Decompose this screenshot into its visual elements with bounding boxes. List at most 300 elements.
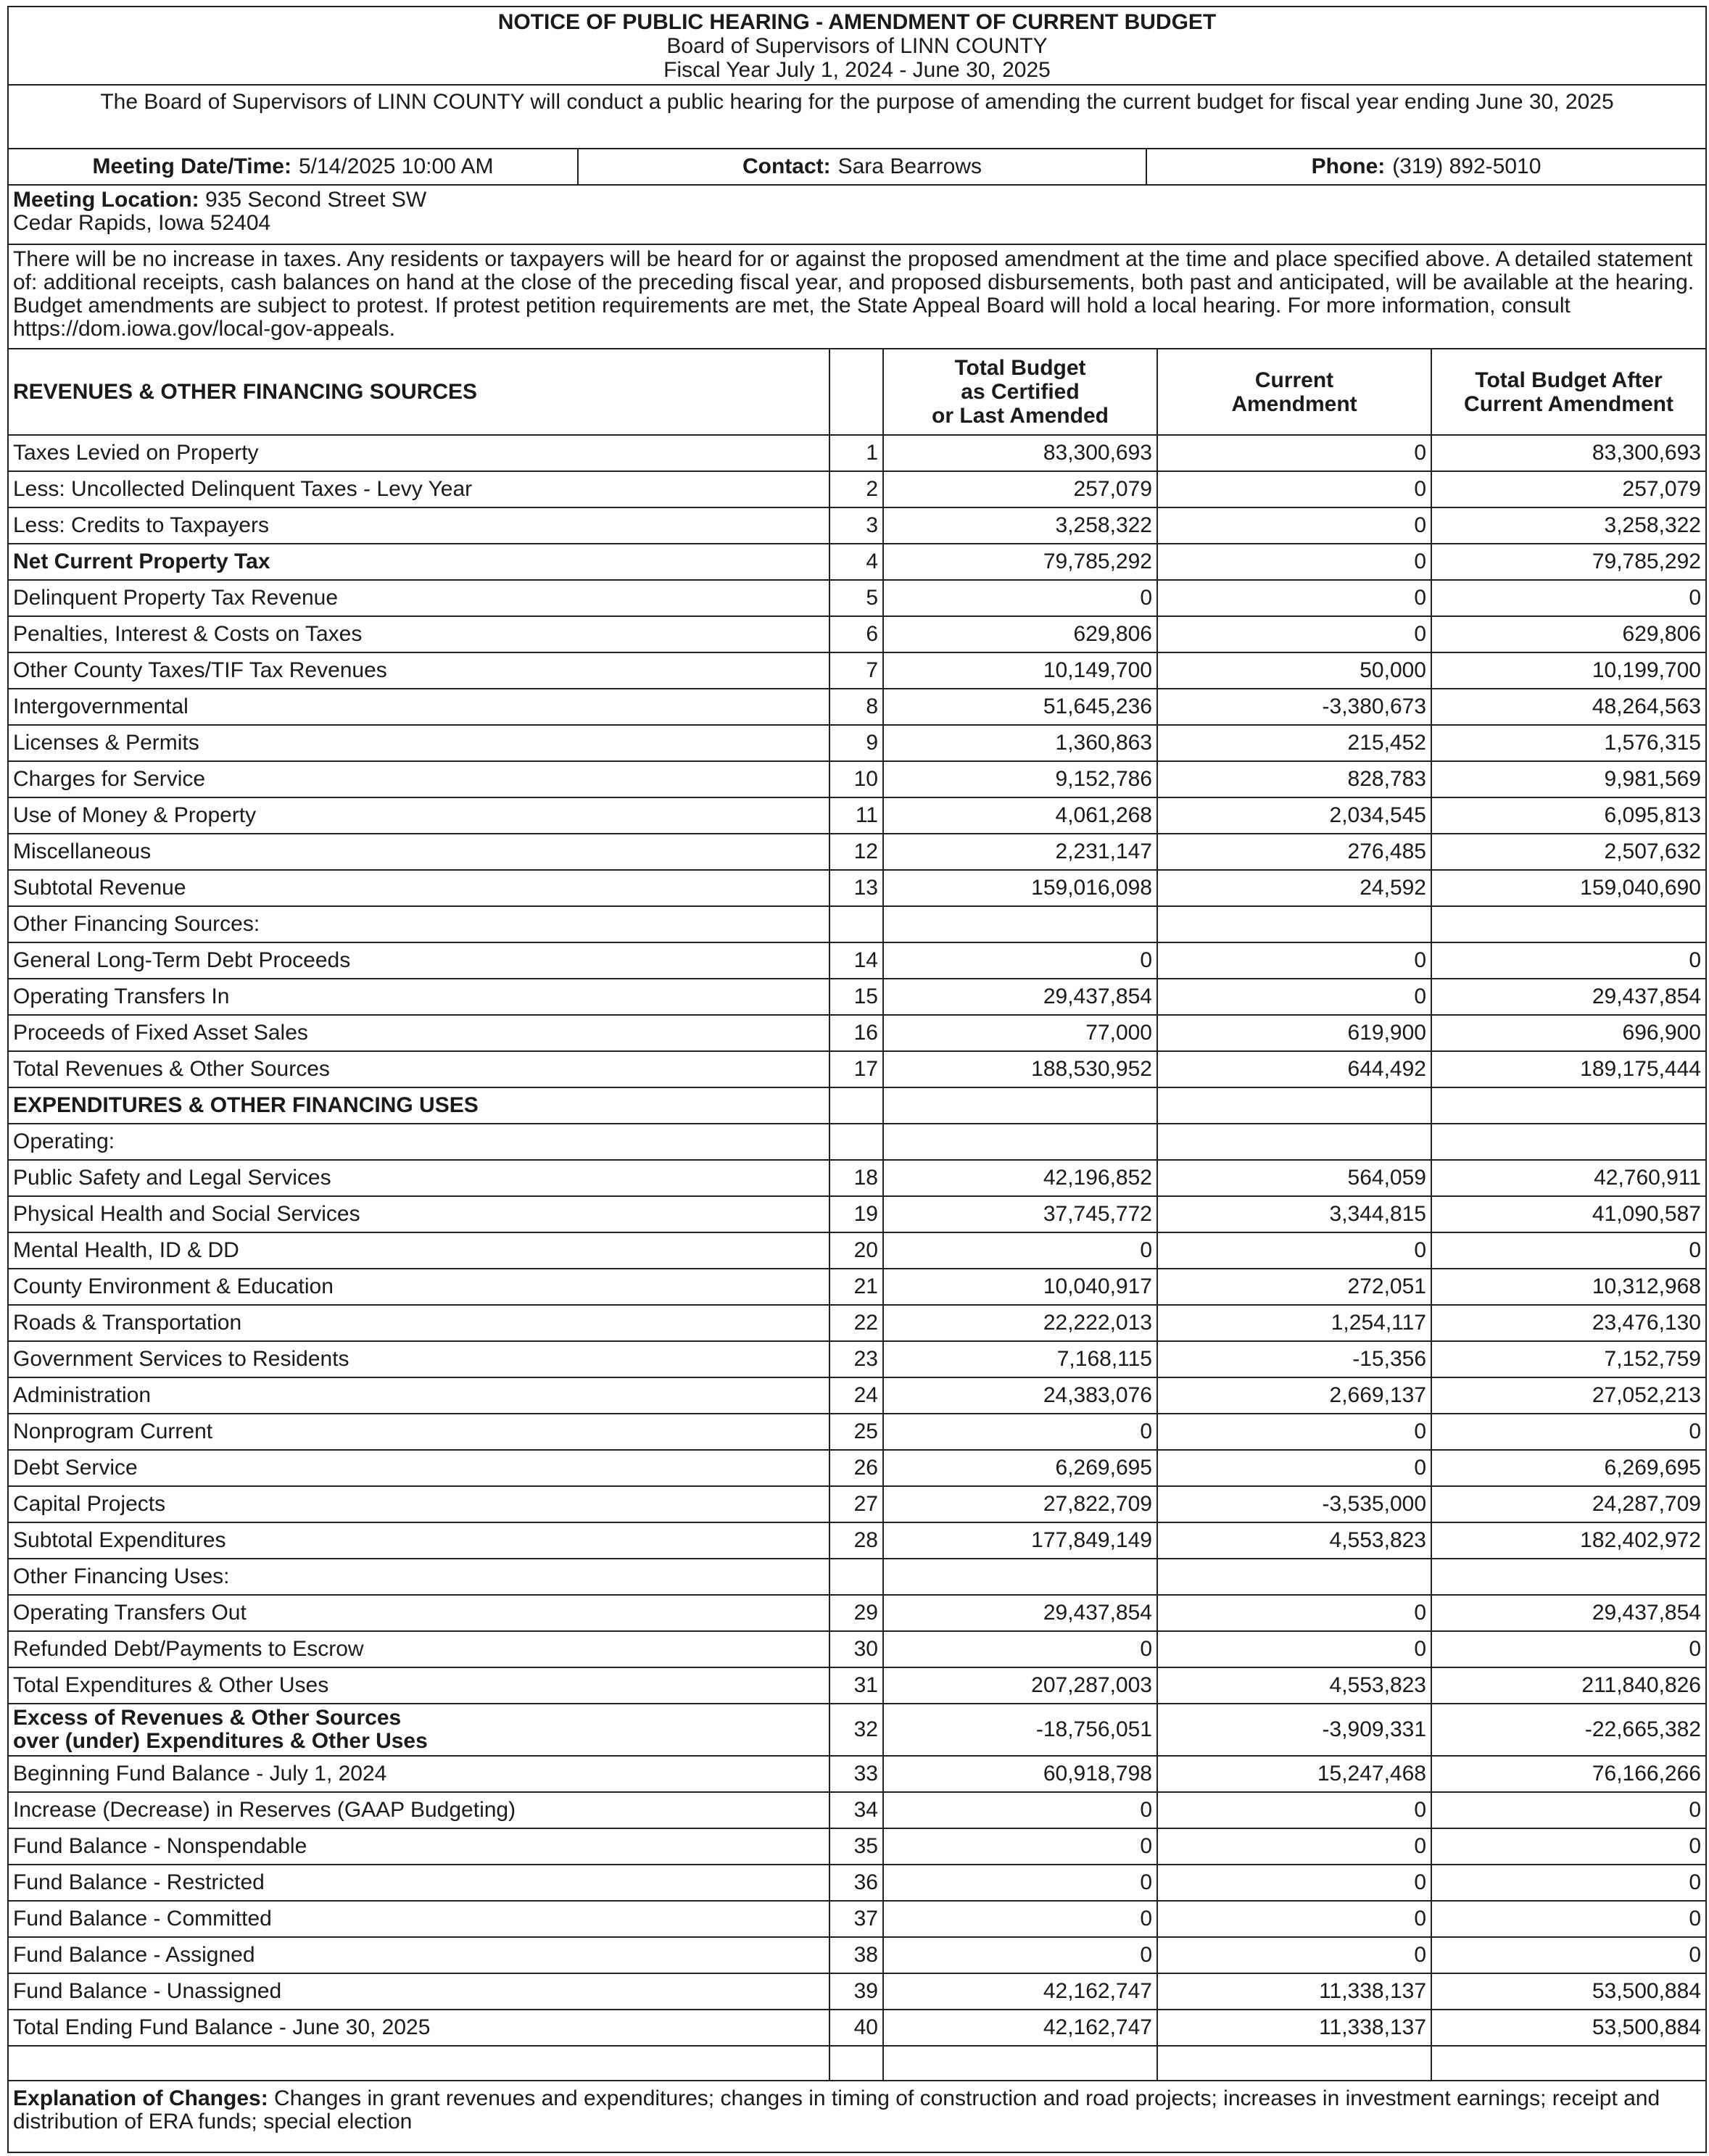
row-after: 159,040,690	[1431, 870, 1705, 906]
row-line-number: 14	[829, 942, 883, 979]
row-after: 6,095,813	[1431, 797, 1705, 834]
row-line-number: 33	[829, 1756, 883, 1792]
row-after: 1,576,315	[1431, 725, 1705, 761]
meeting-datetime	[9, 149, 579, 184]
row-label: Other Financing Sources:	[9, 906, 829, 942]
row-after: 42,760,911	[1431, 1160, 1705, 1196]
row-after: 10,312,968	[1431, 1269, 1705, 1305]
row-certified: 3,258,322	[883, 507, 1157, 544]
meeting-location	[9, 186, 1705, 245]
row-label: Operating:	[9, 1124, 829, 1160]
row-label: Public Safety and Legal Services	[9, 1160, 829, 1196]
row-line-number: 29	[829, 1595, 883, 1631]
row-label: Charges for Service	[9, 761, 829, 797]
row-after: 0	[1431, 1937, 1705, 1973]
row-label: Administration	[9, 1377, 829, 1414]
table-row	[9, 1341, 1705, 1377]
row-line-number: 9	[829, 725, 883, 761]
row-amendment: 11,338,137	[1157, 1973, 1431, 2010]
row-amendment: 0	[1157, 1631, 1431, 1667]
table-row	[9, 725, 1705, 761]
row-certified: 9,152,786	[883, 761, 1157, 797]
row-certified: 0	[883, 942, 1157, 979]
meeting-contact	[579, 149, 1147, 184]
row-amendment: 0	[1157, 1414, 1431, 1450]
table-row	[9, 834, 1705, 870]
table-row	[9, 1828, 1705, 1865]
row-line-number: 7	[829, 652, 883, 689]
table-row	[9, 1087, 1705, 1124]
row-line-number: 10	[829, 761, 883, 797]
row-certified: 7,168,115	[883, 1341, 1157, 1377]
row-amendment: 4,553,823	[1157, 1667, 1431, 1704]
row-line-number: 15	[829, 979, 883, 1015]
table-header-row	[9, 349, 1705, 435]
row-certified: -18,756,051	[883, 1704, 1157, 1756]
row-amendment: 0	[1157, 942, 1431, 979]
row-after: 83,300,693	[1431, 435, 1705, 471]
row-after: 23,476,130	[1431, 1305, 1705, 1341]
table-row	[9, 979, 1705, 1015]
row-after: 0	[1431, 1792, 1705, 1828]
row-amendment: 644,492	[1157, 1051, 1431, 1087]
row-line-number: 12	[829, 834, 883, 870]
budget-notice	[7, 6, 1707, 2153]
explanation-text: Changes in grant revenues and expenditures; changes in timing of construction and road projects; increases in investment earnings; receipt and distribution of ERA funds; special election	[13, 2086, 1660, 2134]
row-label: County Environment & Education	[9, 1269, 829, 1305]
row-amendment	[1157, 1559, 1431, 1595]
row-line-number: 40	[829, 2010, 883, 2046]
row-after: 10,199,700	[1431, 652, 1705, 689]
row-label: Total Expenditures & Other Uses	[9, 1667, 829, 1704]
row-label: Delinquent Property Tax Revenue	[9, 580, 829, 616]
row-line-number: 20	[829, 1232, 883, 1269]
row-line-number: 38	[829, 1937, 883, 1973]
row-after: 79,785,292	[1431, 544, 1705, 580]
row-after: 3,258,322	[1431, 507, 1705, 544]
row-amendment: 0	[1157, 1901, 1431, 1937]
table-row	[9, 1305, 1705, 1341]
row-amendment: -15,356	[1157, 1341, 1431, 1377]
row-certified: 0	[883, 1901, 1157, 1937]
row-amendment: 50,000	[1157, 652, 1431, 689]
location-line1: 935 Second Street SW	[205, 188, 427, 212]
row-certified: 22,222,013	[883, 1305, 1157, 1341]
row-certified: 0	[883, 1828, 1157, 1865]
row-line-number	[829, 1087, 883, 1124]
row-amendment: 0	[1157, 1595, 1431, 1631]
table-row	[9, 1377, 1705, 1414]
meeting-contact-label: Contact:	[742, 154, 831, 178]
row-label: Refunded Debt/Payments to Escrow	[9, 1631, 829, 1667]
row-after: 211,840,826	[1431, 1667, 1705, 1704]
table-row	[9, 435, 1705, 471]
table-row	[9, 906, 1705, 942]
row-label: Operating Transfers Out	[9, 1595, 829, 1631]
meeting-info-row	[9, 149, 1705, 186]
row-label: Fund Balance - Unassigned	[9, 1973, 829, 2010]
table-row	[9, 761, 1705, 797]
row-after: 41,090,587	[1431, 1196, 1705, 1232]
row-certified: 10,040,917	[883, 1269, 1157, 1305]
row-line-number: 22	[829, 1305, 883, 1341]
row-after: 29,437,854	[1431, 979, 1705, 1015]
row-after: 0	[1431, 1414, 1705, 1450]
row-line-number	[829, 906, 883, 942]
row-after: 0	[1431, 1232, 1705, 1269]
row-after: 182,402,972	[1431, 1522, 1705, 1559]
row-amendment	[1157, 1124, 1431, 1160]
table-row	[9, 1756, 1705, 1792]
row-certified: 207,287,003	[883, 1667, 1157, 1704]
meeting-phone	[1147, 149, 1705, 184]
row-label: Other Financing Uses:	[9, 1559, 829, 1595]
budget-table	[9, 349, 1705, 2081]
row-after: 6,269,695	[1431, 1450, 1705, 1486]
row-amendment: 0	[1157, 580, 1431, 616]
board-name: Board of Supervisors of LINN COUNTY	[666, 34, 1048, 58]
table-row	[9, 1559, 1705, 1595]
row-certified: 51,645,236	[883, 689, 1157, 725]
row-amendment: 2,669,137	[1157, 1377, 1431, 1414]
blank-cell	[829, 2046, 883, 2081]
row-label: Fund Balance - Restricted	[9, 1865, 829, 1901]
row-label: Subtotal Expenditures	[9, 1522, 829, 1559]
row-after: 0	[1431, 1901, 1705, 1937]
row-line-number: 35	[829, 1828, 883, 1865]
row-certified	[883, 1559, 1157, 1595]
row-amendment: 0	[1157, 616, 1431, 652]
table-row	[9, 1937, 1705, 1973]
row-label: Use of Money & Property	[9, 797, 829, 834]
row-amendment	[1157, 906, 1431, 942]
row-line-number: 37	[829, 1901, 883, 1937]
table-row	[9, 580, 1705, 616]
row-certified: 0	[883, 1792, 1157, 1828]
row-amendment: 0	[1157, 1828, 1431, 1865]
explanation-label: Explanation of Changes:	[13, 2086, 268, 2110]
row-line-number: 17	[829, 1051, 883, 1087]
row-after: 696,900	[1431, 1015, 1705, 1051]
table-row	[9, 1232, 1705, 1269]
meeting-datetime-value: 5/14/2025 10:00 AM	[298, 154, 494, 178]
row-certified: 60,918,798	[883, 1756, 1157, 1792]
location-line2: Cedar Rapids, Iowa 52404	[13, 211, 271, 235]
row-line-number	[829, 1124, 883, 1160]
table-row	[9, 616, 1705, 652]
row-after: 0	[1431, 580, 1705, 616]
table-row	[9, 1792, 1705, 1828]
row-line-number: 2	[829, 471, 883, 507]
row-amendment: 11,338,137	[1157, 2010, 1431, 2046]
row-amendment: -3,909,331	[1157, 1704, 1431, 1756]
row-certified: 0	[883, 1232, 1157, 1269]
row-after: 53,500,884	[1431, 2010, 1705, 2046]
fiscal-year: Fiscal Year July 1, 2024 - June 30, 2025	[663, 58, 1051, 82]
row-label: Net Current Property Tax	[9, 544, 829, 580]
row-amendment: 0	[1157, 435, 1431, 471]
row-amendment: 828,783	[1157, 761, 1431, 797]
row-certified: 257,079	[883, 471, 1157, 507]
meeting-phone-value: (319) 892-5010	[1392, 154, 1542, 178]
explanation-of-changes	[9, 2081, 1705, 2134]
row-label: Penalties, Interest & Costs on Taxes	[9, 616, 829, 652]
row-certified: 0	[883, 1631, 1157, 1667]
row-label: Fund Balance - Nonspendable	[9, 1828, 829, 1865]
table-row	[9, 1160, 1705, 1196]
row-label: Operating Transfers In	[9, 979, 829, 1015]
table-row	[9, 1196, 1705, 1232]
table-row	[9, 1667, 1705, 1704]
row-amendment: 619,900	[1157, 1015, 1431, 1051]
row-certified: 0	[883, 1937, 1157, 1973]
row-line-number: 26	[829, 1450, 883, 1486]
row-after: 0	[1431, 1865, 1705, 1901]
row-amendment: 0	[1157, 1450, 1431, 1486]
row-amendment: 0	[1157, 1865, 1431, 1901]
row-certified: 27,822,709	[883, 1486, 1157, 1522]
table-row	[9, 1486, 1705, 1522]
row-label: Total Ending Fund Balance - June 30, 2025	[9, 2010, 829, 2046]
table-row	[9, 1450, 1705, 1486]
table-row	[9, 507, 1705, 544]
row-certified: 37,745,772	[883, 1196, 1157, 1232]
row-certified: 42,162,747	[883, 1973, 1157, 2010]
row-certified: 83,300,693	[883, 435, 1157, 471]
row-after: 27,052,213	[1431, 1377, 1705, 1414]
row-certified: 6,269,695	[883, 1450, 1157, 1486]
row-after: -22,665,382	[1431, 1704, 1705, 1756]
row-amendment: 15,247,468	[1157, 1756, 1431, 1792]
row-certified: 24,383,076	[883, 1377, 1157, 1414]
row-amendment: 564,059	[1157, 1160, 1431, 1196]
row-line-number: 28	[829, 1522, 883, 1559]
table-row	[9, 1051, 1705, 1087]
row-label: Total Revenues & Other Sources	[9, 1051, 829, 1087]
row-label: Government Services to Residents	[9, 1341, 829, 1377]
row-after: 9,981,569	[1431, 761, 1705, 797]
table-row-blank	[9, 2046, 1705, 2081]
row-amendment: 0	[1157, 544, 1431, 580]
blank-cell	[1157, 2046, 1431, 2081]
row-label: Fund Balance - Assigned	[9, 1937, 829, 1973]
row-after: 189,175,444	[1431, 1051, 1705, 1087]
row-certified: 42,162,747	[883, 2010, 1157, 2046]
row-label: Proceeds of Fixed Asset Sales	[9, 1015, 829, 1051]
row-amendment: 0	[1157, 507, 1431, 544]
row-after	[1431, 1087, 1705, 1124]
row-certified: 0	[883, 580, 1157, 616]
row-after: 0	[1431, 1828, 1705, 1865]
row-line-number: 19	[829, 1196, 883, 1232]
row-label: Debt Service	[9, 1450, 829, 1486]
notice-text: There will be no increase in taxes. Any residents or taxpayers will be heard for or against the proposed amendment at the time and place specified above. A detailed statement of: additional receipts, cash balances on hand at the close of the preceding fiscal year, and proposed disbursements, both past and anticipated, will be available at the hearing. Budget amendments are subject to protest. If protest petition requirements are met, the State Appeal Board will hold a local hearing. For more information, consult https://dom.iowa.gov/local-gov-appeals.	[9, 245, 1705, 349]
table-row	[9, 1015, 1705, 1051]
row-certified: 10,149,700	[883, 652, 1157, 689]
row-amendment: 1,254,117	[1157, 1305, 1431, 1341]
row-label: Other County Taxes/TIF Tax Revenues	[9, 652, 829, 689]
row-certified: 79,785,292	[883, 544, 1157, 580]
meeting-contact-value: Sara Bearrows	[837, 154, 982, 178]
row-line-number: 11	[829, 797, 883, 834]
row-label: Less: Uncollected Delinquent Taxes - Levy Year	[9, 471, 829, 507]
row-label: Roads & Transportation	[9, 1305, 829, 1341]
table-row	[9, 1414, 1705, 1450]
row-amendment: 0	[1157, 1792, 1431, 1828]
table-row	[9, 1522, 1705, 1559]
row-amendment	[1157, 1087, 1431, 1124]
row-after: 629,806	[1431, 616, 1705, 652]
row-label: Physical Health and Social Services	[9, 1196, 829, 1232]
row-after: 2,507,632	[1431, 834, 1705, 870]
table-row	[9, 689, 1705, 725]
row-line-number: 31	[829, 1667, 883, 1704]
row-amendment: 3,344,815	[1157, 1196, 1431, 1232]
row-label: Less: Credits to Taxpayers	[9, 507, 829, 544]
row-line-number: 8	[829, 689, 883, 725]
row-amendment: 0	[1157, 1232, 1431, 1269]
location-label: Meeting Location:	[13, 188, 199, 212]
table-row	[9, 1973, 1705, 2010]
row-certified: 4,061,268	[883, 797, 1157, 834]
table-row	[9, 1124, 1705, 1160]
table-row	[9, 1595, 1705, 1631]
row-label: Subtotal Revenue	[9, 870, 829, 906]
column-header-certified: Total Budget as Certified or Last Amended	[883, 349, 1157, 435]
meeting-phone-label: Phone:	[1311, 154, 1386, 178]
row-label: Nonprogram Current	[9, 1414, 829, 1450]
row-label: Increase (Decrease) in Reserves (GAAP Budgeting)	[9, 1792, 829, 1828]
notice-title: NOTICE OF PUBLIC HEARING - AMENDMENT OF CURRENT BUDGET	[497, 10, 1217, 34]
row-after: 48,264,563	[1431, 689, 1705, 725]
row-certified: 29,437,854	[883, 1595, 1157, 1631]
row-amendment: 24,592	[1157, 870, 1431, 906]
row-certified: 0	[883, 1414, 1157, 1450]
row-line-number: 25	[829, 1414, 883, 1450]
row-amendment: 276,485	[1157, 834, 1431, 870]
hearing-purpose: The Board of Supervisors of LINN COUNTY will conduct a public hearing for the purpose of amending the current budget for fiscal year ending June 30, 2025	[9, 86, 1705, 149]
row-line-number: 23	[829, 1341, 883, 1377]
row-certified	[883, 1087, 1157, 1124]
row-certified: 2,231,147	[883, 834, 1157, 870]
table-row	[9, 797, 1705, 834]
row-certified: 188,530,952	[883, 1051, 1157, 1087]
row-line-number: 3	[829, 507, 883, 544]
row-certified: 77,000	[883, 1015, 1157, 1051]
section-header-revenues: REVENUES & OTHER FINANCING SOURCES	[9, 349, 829, 435]
row-label: Excess of Revenues & Other Sources over (under) Expenditures & Other Uses	[9, 1704, 829, 1756]
row-label: General Long-Term Debt Proceeds	[9, 942, 829, 979]
row-after: 29,437,854	[1431, 1595, 1705, 1631]
row-after: 0	[1431, 1631, 1705, 1667]
row-line-number: 36	[829, 1865, 883, 1901]
row-amendment: 2,034,545	[1157, 797, 1431, 834]
row-certified: 0	[883, 1865, 1157, 1901]
row-certified: 159,016,098	[883, 870, 1157, 906]
row-after: 257,079	[1431, 471, 1705, 507]
table-row	[9, 2010, 1705, 2046]
notice-header	[9, 7, 1705, 86]
table-row	[9, 942, 1705, 979]
row-label: Beginning Fund Balance - July 1, 2024	[9, 1756, 829, 1792]
row-line-number: 5	[829, 580, 883, 616]
row-after: 0	[1431, 942, 1705, 979]
row-after: 7,152,759	[1431, 1341, 1705, 1377]
row-line-number: 32	[829, 1704, 883, 1756]
row-after	[1431, 1124, 1705, 1160]
row-line-number: 1	[829, 435, 883, 471]
table-row	[9, 471, 1705, 507]
row-amendment: 0	[1157, 1937, 1431, 1973]
table-row	[9, 1704, 1705, 1756]
row-line-number: 34	[829, 1792, 883, 1828]
table-row	[9, 870, 1705, 906]
row-line-number: 27	[829, 1486, 883, 1522]
row-label: Taxes Levied on Property	[9, 435, 829, 471]
row-amendment: 0	[1157, 979, 1431, 1015]
table-row	[9, 1901, 1705, 1937]
row-after	[1431, 1559, 1705, 1595]
table-row	[9, 544, 1705, 580]
row-after: 24,287,709	[1431, 1486, 1705, 1522]
row-amendment: -3,380,673	[1157, 689, 1431, 725]
row-after: 53,500,884	[1431, 1973, 1705, 2010]
row-certified: 177,849,149	[883, 1522, 1157, 1559]
blank-cell	[9, 2046, 829, 2081]
table-row	[9, 652, 1705, 689]
table-row	[9, 1865, 1705, 1901]
table-row	[9, 1269, 1705, 1305]
row-line-number: 30	[829, 1631, 883, 1667]
row-amendment: 4,553,823	[1157, 1522, 1431, 1559]
line-number-header	[829, 349, 883, 435]
row-after: 76,166,266	[1431, 1756, 1705, 1792]
row-certified: 1,360,863	[883, 725, 1157, 761]
row-line-number	[829, 1559, 883, 1595]
row-certified	[883, 1124, 1157, 1160]
row-amendment: 215,452	[1157, 725, 1431, 761]
row-line-number: 39	[829, 1973, 883, 2010]
row-amendment: 0	[1157, 471, 1431, 507]
row-line-number: 16	[829, 1015, 883, 1051]
table-row	[9, 1631, 1705, 1667]
row-amendment: 272,051	[1157, 1269, 1431, 1305]
row-amendment: -3,535,000	[1157, 1486, 1431, 1522]
column-header-after: Total Budget After Current Amendment	[1431, 349, 1705, 435]
row-label: Mental Health, ID & DD	[9, 1232, 829, 1269]
meeting-datetime-label: Meeting Date/Time:	[92, 154, 291, 178]
row-certified: 629,806	[883, 616, 1157, 652]
row-after	[1431, 906, 1705, 942]
row-label: Fund Balance - Committed	[9, 1901, 829, 1937]
row-line-number: 6	[829, 616, 883, 652]
row-certified	[883, 906, 1157, 942]
row-label: Intergovernmental	[9, 689, 829, 725]
row-line-number: 13	[829, 870, 883, 906]
row-line-number: 4	[829, 544, 883, 580]
blank-cell	[883, 2046, 1157, 2081]
row-label: Miscellaneous	[9, 834, 829, 870]
row-label: EXPENDITURES & OTHER FINANCING USES	[9, 1087, 829, 1124]
column-header-amendment: Current Amendment	[1157, 349, 1431, 435]
row-line-number: 18	[829, 1160, 883, 1196]
row-label: Licenses & Permits	[9, 725, 829, 761]
row-label: Capital Projects	[9, 1486, 829, 1522]
row-line-number: 21	[829, 1269, 883, 1305]
row-line-number: 24	[829, 1377, 883, 1414]
blank-cell	[1431, 2046, 1705, 2081]
row-certified: 42,196,852	[883, 1160, 1157, 1196]
